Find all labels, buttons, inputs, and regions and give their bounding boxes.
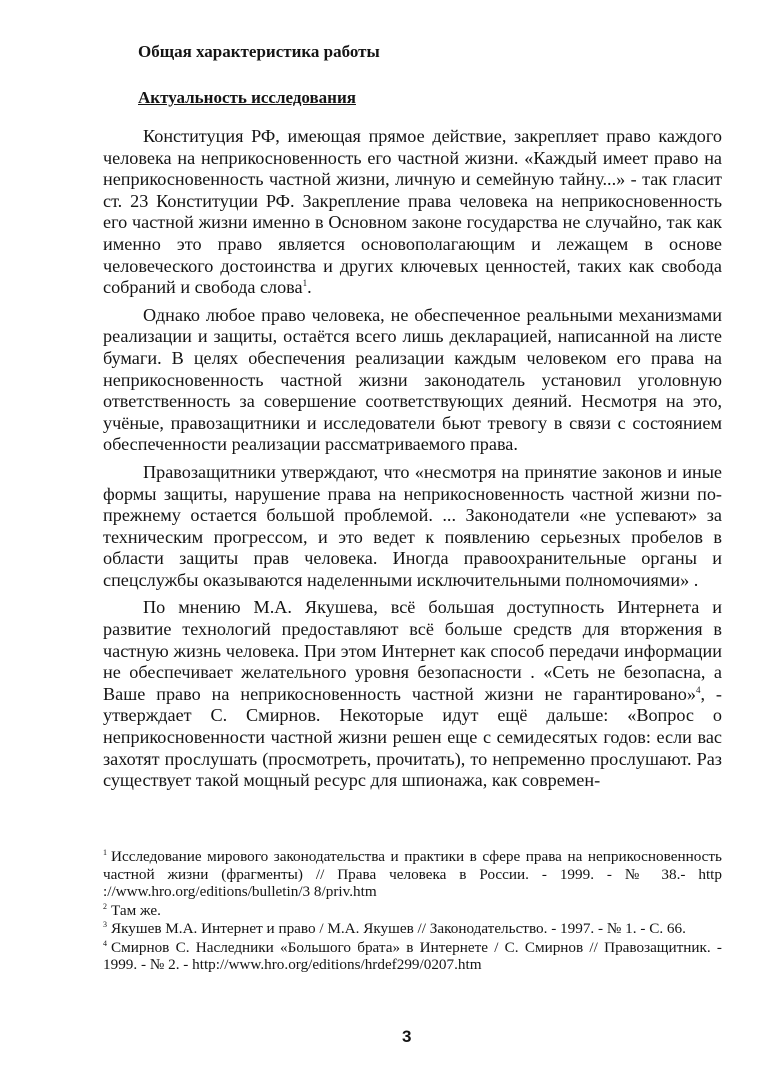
paragraph-text: , - утверждает С. Смирнов. Некоторые идут ещё дальше: «Вопрос о неприкосновенности частной жизни решен еще с семидесятых годов: если вас захотят прослушать (просмотреть, прочитать), то непременно прослушают. Раз существует такой мощный ресурс для шпионажа, как современ- [103,683,722,791]
section-heading: Общая характеристика работы [138,42,380,61]
footnote [103,902,722,920]
footnote-number: 2 [103,901,107,911]
footnote-number: 1 [103,848,107,857]
paragraph [103,597,722,791]
footnote-number: 4 [103,938,107,948]
footnote-text: Исследование мирового законодательства и практики в сфере права на неприкосновенность частной жизни (фрагменты) // Права человека в России. - 1999. - № 38.- http ://www.hro.org/editions/bulletin/3 8/priv.htm [103,848,722,900]
footnote-number: 3 [103,920,107,929]
paragraph: Конституция РФ, имеющая прямое действие, закрепляет право каждого человека на неприкосновенность его частной жизни. «Каждый имеет право на неприкосновенность частной жизни, личную и семейную тайну...» - так гласит ст. 23 Конституции РФ. Закрепление права человека на неприкосновенность его частной жизни именно в Основном законе государства не случайно, так как именно это право является основополагающим и лежащем в основе человеческого достоинства и других ключевых ценностей, таких как свобода собраний и свобода слова$^1$. [103,126,722,298]
footnote-text: Там же. [111,901,161,919]
footnote-text: Якушев М.А. Интернет и право / М.А. Якушев // Законодательство. - 1997. - № 1. - С. 66. [111,920,686,937]
paragraph [103,462,722,592]
footnote-ref: 4 [695,684,701,695]
subsection-heading: Актуальность исследования [138,88,356,107]
footnote [103,939,722,974]
paragraph-text: По мнению М.А. Якушева, всё большая доступность Интернета и развитие технологий предоставляют всё больше средств для вторжения в частную жизнь человека. При этом Интернет как способ передачи информации не обеспечивает желательного уровня безопасности . «Сеть не безопасна, а Ваше право на неприкосновенность частной жизни не гарантировано» [103,597,722,704]
footnote-text: Смирнов С. Наследники «Большого брата» в Интернете / С. Смирнов // Правозащитник. - 1999. - № 2. - http://www.hro.org/editions/hrdef299/0207.htm [103,938,722,973]
paragraph-text: Правозащитники утверждают, что «несмотря на принятие законов и иные формы защиты, нарушение права на неприкосновенность частной жизни по-прежнему остается большой проблемой. ... Законодатели «не успевают» за техническим прогрессом, и это ведет к появлению серьезных пробелов в области защиты прав человека. Иногда правоохранительные органы и спецслужбы оказываются наделенными исключительными полномочиями» . [103,461,722,590]
footnotes [103,848,722,975]
page-number: 3 [402,1027,412,1046]
footnote [103,920,722,938]
paragraph-text: Конституция РФ, имеющая прямое действие, закрепляет право каждого человека на неприкосновенность его частной жизни. «Каждый имеет право на неприкосновенность частной жизни, личную и семейную тайну...» - так гласит ст. 23 Конституции РФ. Закрепление права человека на неприкосновенность его частной жизни именно в Основном законе государства не случайно, так как именно это право является основополагающим и лежащем в основе человеческого достоинства и других ключевых ценностей, таких как свобода собраний и свобода слова [103,126,722,298]
footnote [103,848,722,901]
paragraph-text: Однако любое право человека, не обеспеченное реальными механизмами реализации и защиты, остаётся всего лишь декларацией, написанной на листе бумаги. В целях обеспечения реализации каждым человеком его права на неприкосновенность частной жизни законодатель установил уголовную ответственность за совершение соответствующих деяний. Несмотря на это, учёные, правозащитники и исследователи бьют тревогу в связи с состоянием обеспеченности реализации рассматриваемого права. [103,304,722,455]
paragraph [103,305,722,456]
footnote-ref: 1 [302,278,308,289]
body-text [103,126,722,792]
